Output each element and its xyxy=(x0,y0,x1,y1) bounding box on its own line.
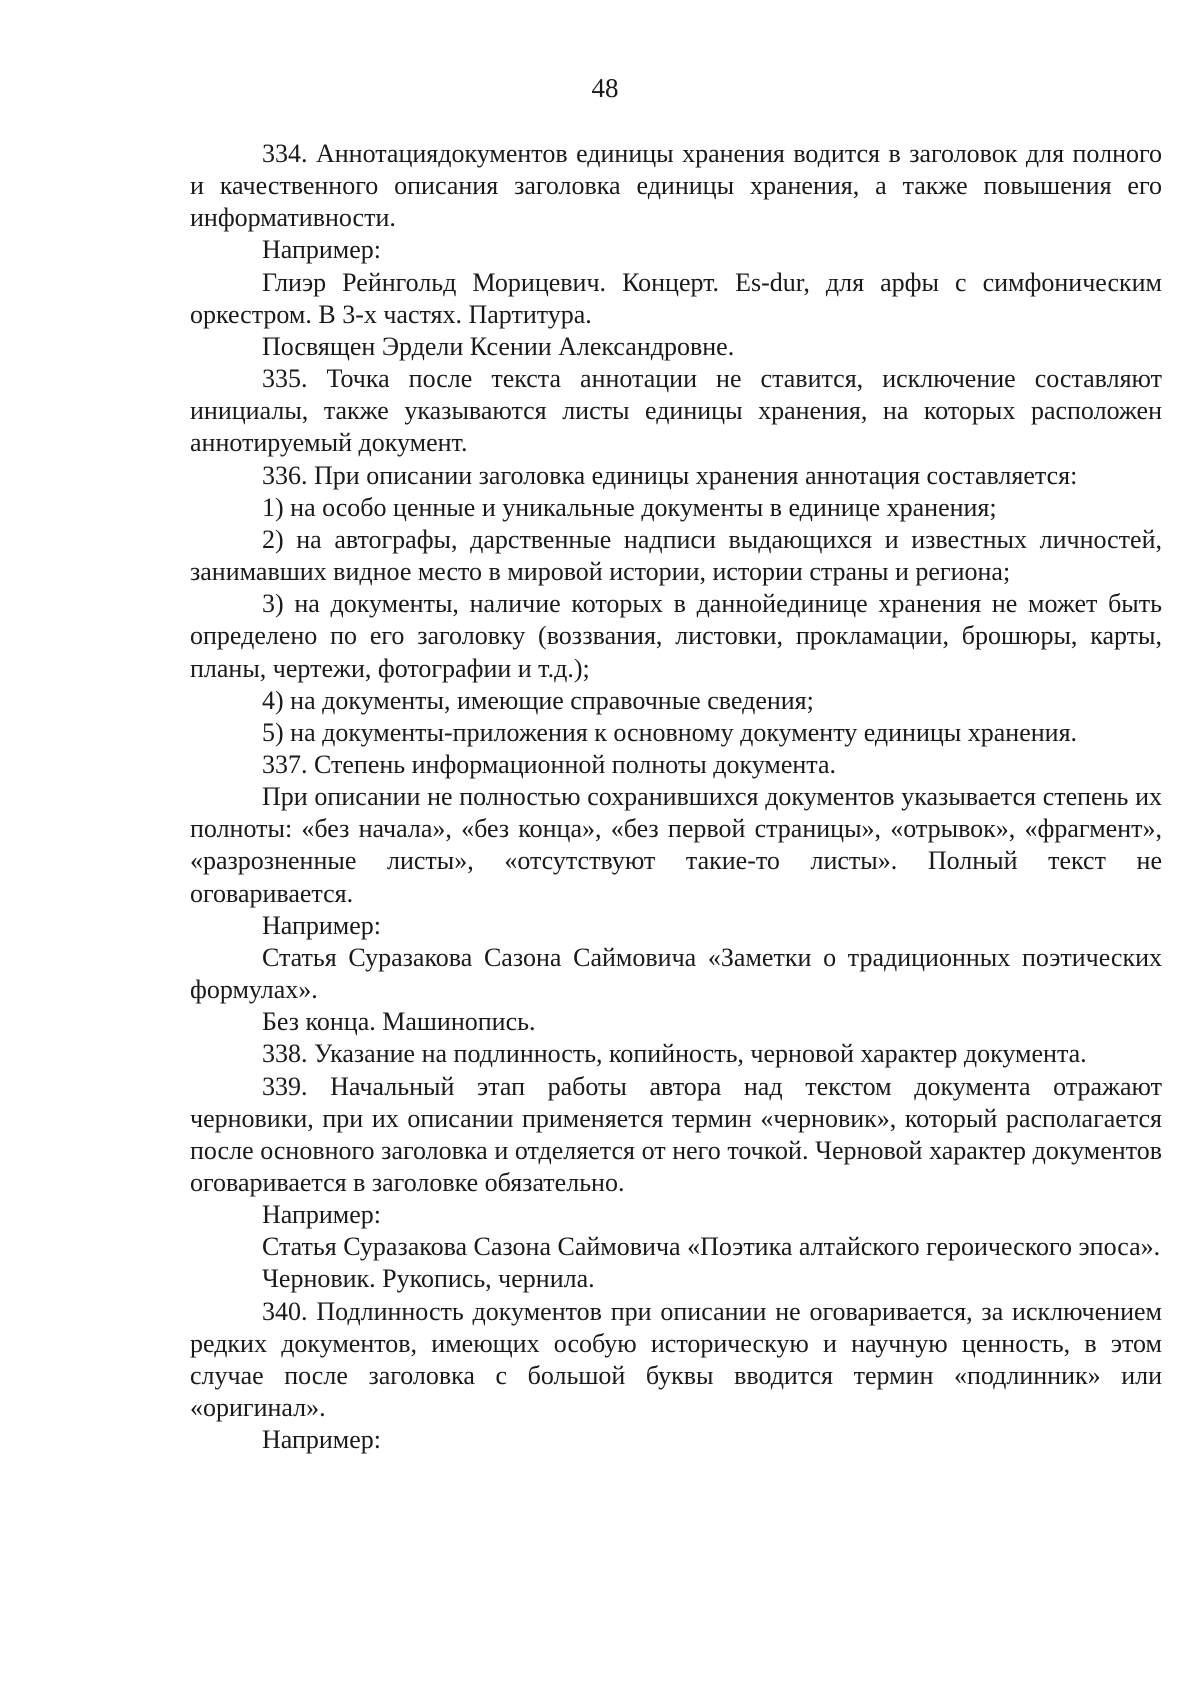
example-label: Например: xyxy=(262,1200,382,1230)
example-label: Например: xyxy=(262,235,382,265)
document-body xyxy=(190,138,1162,1456)
paragraph-334: 334. Аннотациядокументов единицы хранения водится в заголовок для полного и качественного описания заголовка единицы хранения, а также повышения его информативности. xyxy=(190,139,1162,233)
example-text: Без конца. Машинопись. xyxy=(262,1007,536,1037)
paragraph-text: При описании не полностью сохранившихся документов указывается степень их полноты: «без начала», «без конца», «без первой страницы», «отрывок», «фрагмент», «разрозненные листы», «отсутствуют такие-то листы». Полный текст не оговаривается. xyxy=(190,782,1162,908)
page-number: 48 xyxy=(591,73,619,103)
paragraph-335: 335. Точка после текста аннотации не ставится, исключение составляют инициалы, также указываются листы единицы хранения, на которых расположен аннотируемый документ. xyxy=(190,364,1162,458)
list-item: 5) на документы-приложения к основному документу единицы хранения. xyxy=(262,717,1078,747)
example-text: Посвящен Эрдели Ксении Александровне. xyxy=(262,331,735,361)
paragraph-340: 340. Подлинность документов при описании не оговаривается, за исключением редких документов, имеющих особую историческую и научную ценность, в этом случае после заголовка с большой буквы вводится термин «подлинник» или «оригинал». xyxy=(190,1296,1162,1423)
example-text: Статья Суразакова Сазона Саймовича «Заметки о традиционных поэтических формулах». xyxy=(190,942,1162,1005)
example-text: Черновик. Рукопись, чернила. xyxy=(262,1264,595,1294)
example-text: Статья Суразакова Сазона Саймовича «Поэтика алтайского героического эпоса». xyxy=(262,1232,1161,1262)
paragraph-337: 337. Степень информационной полноты документа. xyxy=(262,749,837,779)
list-item: 2) на автографы, дарственные надписи выдающихся и известных личностей, занимавших видное место в мировой истории, истории страны и региона; xyxy=(190,524,1162,587)
paragraph-336: 336. При описании заголовка единицы хранения аннотация составляется: xyxy=(262,460,1078,490)
paragraph-339: 339. Начальный этап работы автора над текстом документа отражают черновики, при их описании применяется термин «черновик», который располагается после основного заголовка и отделяется от него точкой. Черновой характер документов оговаривается в заголовке обязательно. xyxy=(190,1071,1162,1197)
example-label: Например: xyxy=(262,910,382,940)
paragraph-338: 338. Указание на подлинность, копийность, черновой характер документа. xyxy=(262,1039,1087,1069)
list-item: 1) на особо ценные и уникальные документы в единице хранения; xyxy=(262,492,997,522)
list-item: 4) на документы, имеющие справочные сведения; xyxy=(262,685,814,715)
list-item: 3) на документы, наличие которых в даннойединице хранения не может быть определено по его заголовку (воззвания, листовки, прокламации, брошюры, карты, планы, чертежи, фотографии и т.д.); xyxy=(190,589,1162,683)
example-text: Глиэр Рейнгольд Морицевич. Концерт. Es-dur, для арфы с симфоническим оркестром. В 3-х частях. Партитура. xyxy=(190,267,1162,329)
example-label: Например: xyxy=(262,1425,382,1455)
